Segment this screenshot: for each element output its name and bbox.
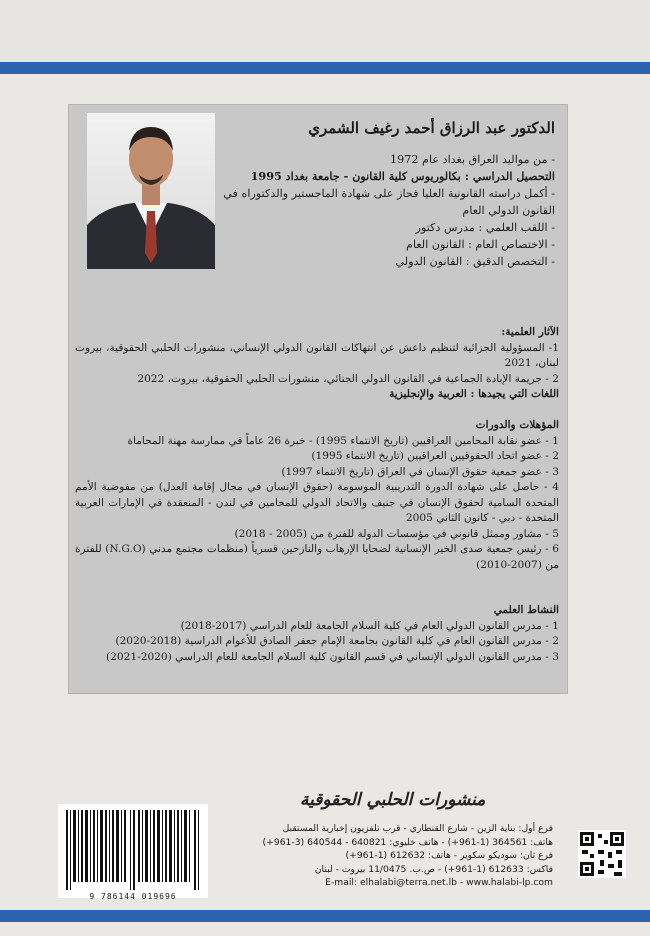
top-blue-stripe <box>0 62 650 74</box>
section-heading: الآثار العلمية: <box>501 326 559 338</box>
bottom-blue-stripe <box>0 910 650 922</box>
bio-line: - اللقب العلمي : مدرس دكتور <box>415 221 555 234</box>
list-item: 3 - عضو جمعية حقوق الإنسان في العراق (تاريخ الانتماء 1997) <box>281 465 559 478</box>
contact-line: فاكس: 612633 (1-961+) - ص.ب. 11/0475 بيروت - لبنان <box>314 863 553 875</box>
list-item: 4 - حاصل على شهادة الدورة التدريبية الموسومة (حقوق الإنسان في مجال إقامة العدل) من مفوضية الأمم المتحدة السامية لحقوق الإنسان في جنيف والاتحاد الدولي للمحامين في لندن - المنعقدة في الإمارات العربية المتحدة - دبي - كانون الثاني 2005 <box>75 481 559 524</box>
author-bio <box>217 151 555 270</box>
list-item: 2 - عضو اتحاد الحقوقيين العراقيين (تاريخ الانتماء 1995) <box>311 450 559 462</box>
bio-line: التحصيل الدراسي : بكالوريوس كلية القانون - جامعة بغداد 1995 <box>250 169 555 183</box>
list-item: 1 - مدرس القانون الدولي العام في كلية السلام الجامعة للعام الدراسي (2017-2018) <box>180 619 559 632</box>
list-item: 2 - مدرس القانون العام في كلية القانون بجامعة الإمام جعفر الصادق للأعوام الدراسية (2018-2020) <box>115 635 559 647</box>
contact-line: فرع أول: بناية الزين - شارع القنطاري - قرب تلفزيون إخبارية المستقبل <box>282 823 553 834</box>
contact-line: هاتف: 364561 (1-961+) - هاتف خليوي: 640821 - 640544 (3-961+) <box>262 836 553 848</box>
qr-code <box>578 830 626 878</box>
scientific-activity-section <box>75 603 559 665</box>
section-heading: النشاط العلمي <box>493 604 559 616</box>
list-item: 5 - مشاور وممثل قانوني في مؤسسات الدولة للفترة من (2005 - 2018) <box>234 527 559 540</box>
author-panel <box>68 104 568 694</box>
section-heading: المؤهلات والدورات <box>475 419 559 431</box>
list-item: 2 - جريمة الإبادة الجماعية في القانون الدولي الجنائي، منشورات الحلبي الحقوقية، بيروت، 2022 <box>137 372 559 385</box>
author-photo <box>87 113 215 269</box>
bio-line: - الاختصاص العام : القانون العام <box>406 238 555 251</box>
contact-email: E-mail: elhalabi@terra.net.lb - www.halabi-lp.com <box>325 877 553 888</box>
list-item: 1- المسؤولية الجزائية لتنظيم داعش عن انتهاكات القانون الدولي الإنساني، منشورات الحلبي الحقوقية، بيروت لبنان، 2021 <box>75 341 559 369</box>
top-band <box>0 0 650 62</box>
bio-line: - التخصص الدقيق : القانون الدولي <box>395 255 555 268</box>
qualifications-section <box>75 418 559 573</box>
author-name: الدكتور عبد الرزاق أحمد رغيف الشمري <box>308 119 555 137</box>
contact-line: فرع ثان: سوديكو سكوير - هاتف: 612632 (1-961+) <box>345 850 553 861</box>
list-item: 3 - مدرس القانون الدولي الإنساني في قسم القانون كلية السلام الجامعة للعام الدراسي (2020-2021) <box>106 650 559 663</box>
publisher-contact <box>153 822 553 890</box>
list-item: 1 - عضو نقابة المحامين العراقيين (تاريخ الانتماء 1995) - خبرة 26 عاماً في ممارسة مهنة المحاماة <box>127 434 559 447</box>
bio-line: - أكمل دراسته القانونية العليا فحاز على شهادة الماجستير والدكتوراه في القانون الدولي العام <box>223 187 555 217</box>
list-item: 6 - رئيس جمعية صدى الخير الإنسانية لضحايا الإرهاب والنازحين قسرياً (منظمات مجتمع مدني (N.G.O) للفترة من (2007-2010) <box>75 543 559 571</box>
publisher-logo: منشورات الحلبي الحقوقية <box>300 790 486 810</box>
isbn-barcode <box>58 804 208 898</box>
scientific-works-section <box>75 325 559 403</box>
bio-line: - من مواليد العراق بغداد عام 1972 <box>389 153 555 166</box>
isbn-number: 9 786144 019696 <box>89 892 177 901</box>
languages-line: اللغات التي يجيدها : العربية والإنجليزية <box>389 388 559 400</box>
